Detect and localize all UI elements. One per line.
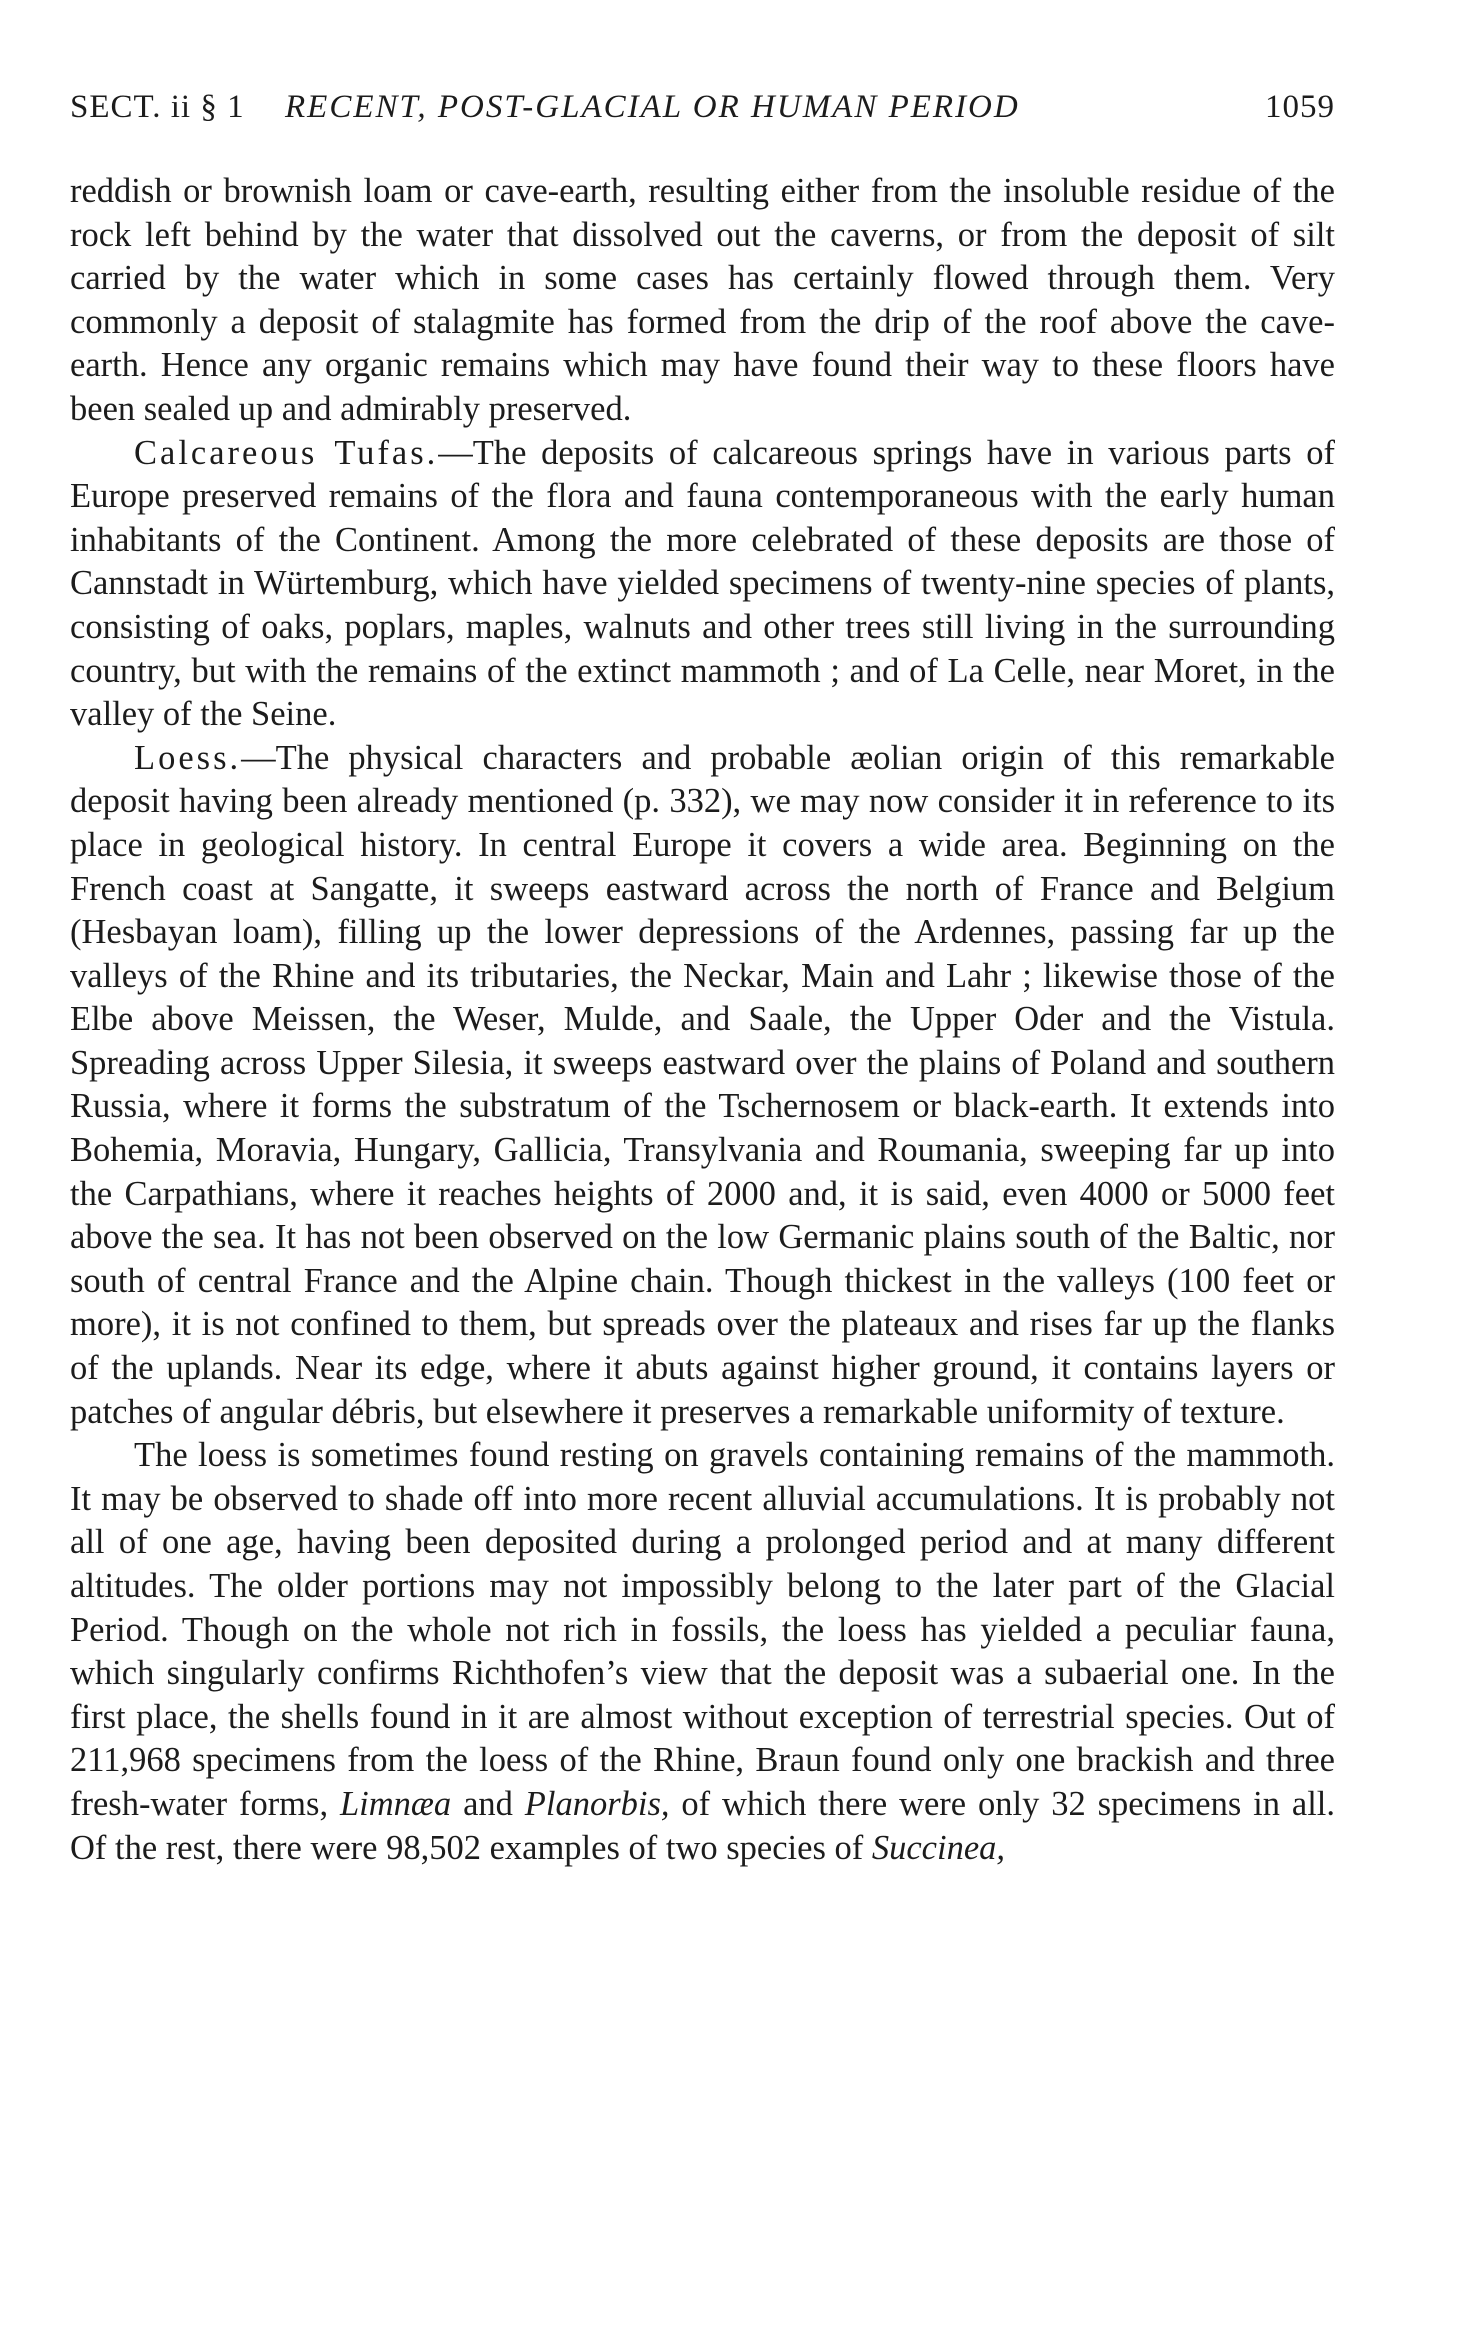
taxon-limnaea: Limnæa — [339, 1784, 452, 1823]
paragraph-cave-earth: reddish or brownish loam or cave-earth, resulting either from the insoluble residue of the rock left behind by the water that dissolved out the caverns, or from the deposit of silt carried by the water which in some cases has certainly flowed through them. Very commonly a deposit of stalagmite has formed from the drip of the roof above the cave-earth. Hence any organic remains which may have found their way to these floors have been sealed up and admirably preserved. — [70, 172, 1335, 428]
body-text — [70, 170, 1335, 1870]
running-head — [70, 82, 1335, 132]
section-reference: SECT. ii § 1 — [70, 89, 245, 125]
section-heading-loess: Loess. — [134, 738, 242, 777]
page-number: 1059 — [1265, 89, 1335, 125]
chapter-title: RECENT, POST-GLACIAL OR HUMAN PERIOD — [285, 89, 1020, 125]
paragraph-loess-fauna — [70, 1434, 1335, 1870]
paragraph-text: The loess is sometimes found resting on gravels containing remains of the mammoth. It may be observed to shade off into more recent alluvial accumulations. It is probably not all of one age, having been deposited during a prolonged period and at many different altitudes. The older portions may not impossibly belong to the later part of the Glacial Period. Though on the whole not rich in fossils, the loess has yielded a peculiar fauna, which singularly confirms Richthofen’s view that the deposit was a subaerial one. In the first place, the shells found in it are almost without exception of terrestrial species. Out of 211,968 specimens from the loess of the Rhine, Braun found only one brackish and three fresh-water forms, — [70, 1436, 1335, 1823]
section-heading-calcareous-tufas: Calcareous Tufas. — [134, 433, 439, 472]
paragraph-text: —The physical characters and probable æolian origin of this remarkable deposit having been already mentioned (p. 332), we may now consider it in reference to its place in geological history. In central Europe it covers a wide area. Beginning on the French coast at Sangatte, it sweeps eastward across the north of France and Belgium (Hesbayan loam), filling up the lower depressions of the Ardennes, passing far up the valleys of the Rhine and its tributaries, the Neckar, Main and Lahr ; likewise those of the Elbe above Meissen, the Weser, Mulde, and Saale, the Upper Oder and the Vistula. Spreading across Upper Silesia, it sweeps eastward over the plains of Poland and southern Russia, where it forms the substratum of the Tschernosem or black-earth. It extends into Bohemia, Moravia, Hungary, Gallicia, Transylvania and Roumania, sweeping far up into the Carpathians, where it reaches heights of 2000 and, it is said, even 4000 or 5000 feet above the sea. It has not been observed on the low Germanic plains south of the Baltic, nor south of central France and the Alpine chain. Though thickest in the valleys (100 feet or more), it is not confined to them, but spreads over the plateaux and rises far up the flanks of the uplands. Near its edge, where it abuts against higher ground, it contains layers or patches of angular débris, but elsewhere it preserves a remarkable uniformity of texture. — [70, 738, 1335, 1431]
paragraph-loess — [70, 737, 1335, 1435]
taxon-planorbis: Planorbis, — [524, 1784, 670, 1823]
book-page — [70, 0, 1335, 2341]
paragraph-text: of which there were only 32 specimens in all. Of the rest, there were 98,502 examples of two species of — [70, 1784, 1336, 1867]
paragraph-text: —The deposits of calcareous springs have in various parts of Europe preserved remains of the flora and fauna contemporaneous with the early human inhabitants of the Continent. Among the more celebrated of these deposits are those of Cannstadt in Würtemburg, which have yielded specimens of twenty-nine species of plants, consisting of oaks, poplars, maples, walnuts and other trees still living in the surrounding country, but with the remains of the extinct mammoth ; and of La Celle, near Moret, in the valley of the Seine. — [70, 433, 1335, 734]
conjunction: and — [463, 1784, 513, 1823]
paragraph-calcareous-tufas — [70, 432, 1335, 737]
taxon-succinea: Succinea, — [871, 1828, 1006, 1867]
